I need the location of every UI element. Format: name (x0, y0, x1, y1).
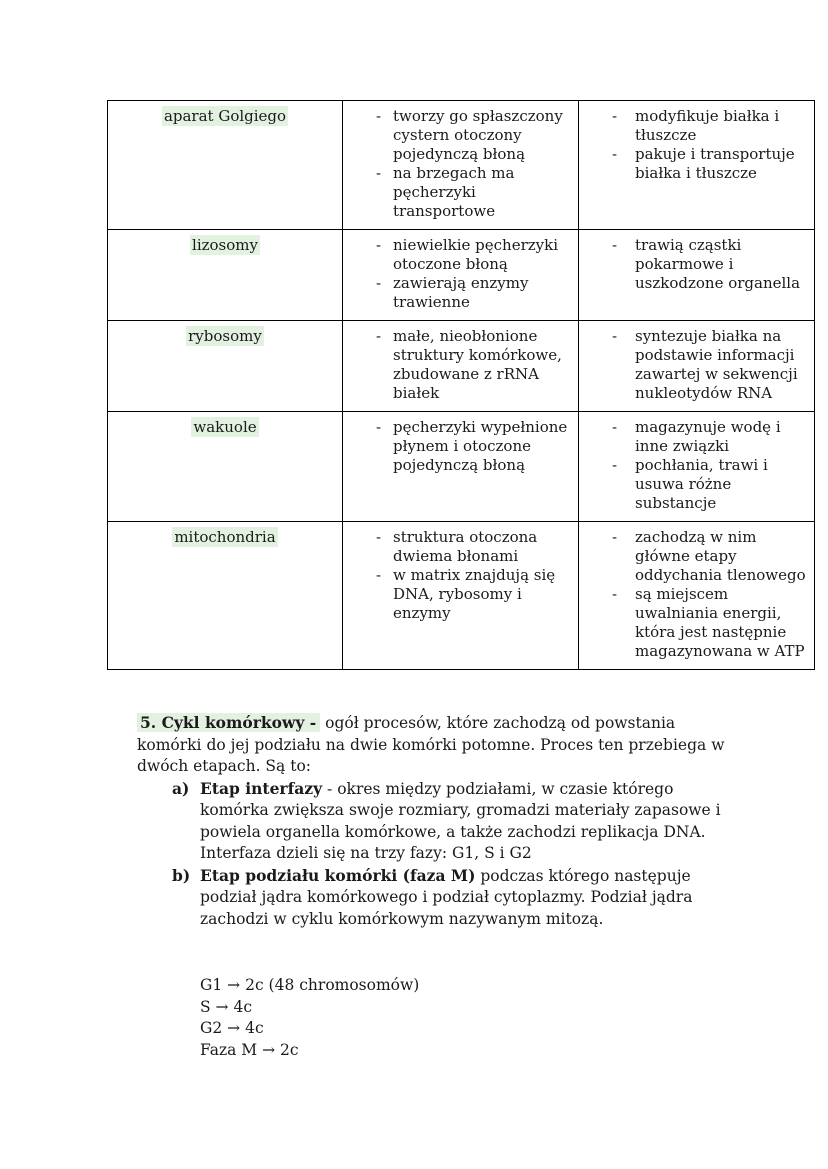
intro-text: ogół procesów, które zachodzą od powstania komórki do jej podziału na dwie komórki potomne. Proces ten przebiega w dwóch etapach. Są to: (137, 714, 725, 775)
structure-cell (343, 101, 579, 230)
organelle-name: lizosomy (192, 236, 258, 254)
function-list (585, 107, 808, 183)
list-item: - na brzegach ma pęcherzyki transportowe (349, 164, 572, 221)
item-text: podczas którego następuje podział jądra komórkowego i podział cytoplazmy. Podział jądra zachodzi w cyklu komórkowym nazywanym mitozą. (200, 866, 693, 928)
formula-line: S → 4c (200, 997, 253, 1016)
list-item: - zawierają enzymy trawienne (349, 274, 572, 312)
organelle-name-cell (108, 230, 343, 321)
term: Etap podziału komórki (faza M) (200, 865, 476, 885)
list-item: - magazynuje wodę i inne związki (585, 418, 808, 456)
formula-line: Faza M → 2c (200, 1040, 299, 1059)
structure-cell (343, 321, 579, 412)
table-row (108, 230, 815, 321)
function-cell (579, 230, 815, 321)
structure-list (349, 418, 572, 475)
structure-list (349, 107, 572, 221)
list-item (137, 778, 737, 865)
list-item: - pęcherzyki wypełnione płynem i otoczone pojedynczą błoną (349, 418, 572, 475)
cell-cycle-intro (137, 712, 737, 778)
list-item: - struktura otoczona dwiema błonami (349, 528, 572, 566)
list-marker: a) (172, 778, 190, 798)
section-heading: 5. Cykl komórkowy - (137, 713, 320, 732)
function-cell (579, 101, 815, 230)
list-item: - pakuje i transportuje białka i tłuszcze (585, 145, 808, 183)
organelle-table (107, 100, 815, 670)
organelle-name-cell (108, 101, 343, 230)
table-row (108, 101, 815, 230)
structure-list (349, 528, 572, 623)
table-row (108, 412, 815, 522)
structure-list (349, 327, 572, 403)
phase-formulas (200, 975, 419, 1061)
organelle-name: mitochondria (174, 528, 276, 546)
list-item: - trawią cząstki pokarmowe i uszkodzone organella (585, 236, 808, 293)
list-item: - w matrix znajdują się DNA, rybosomy i enzymy (349, 566, 572, 623)
item-text: - okres między podziałami, w czasie którego komórka zwiększa swoje rozmiary, gromadzi materiały zapasowe i powiela organella komórkowe, a także zachodzi replikacja DNA. Interfaza dzieli się na trzy fazy: G1, S i G2 (200, 779, 721, 862)
function-list (585, 528, 808, 661)
organelle-name-cell (108, 522, 343, 670)
list-marker: b) (172, 865, 191, 885)
organelle-name: aparat Golgiego (163, 107, 287, 125)
structure-cell (343, 522, 579, 670)
structure-list (349, 236, 572, 312)
cell-cycle-section (137, 712, 737, 930)
structure-cell (343, 412, 579, 522)
function-cell (579, 321, 815, 412)
organelle-name-cell (108, 321, 343, 412)
organelle-name-cell (108, 412, 343, 522)
organelle-name: rybosomy (188, 327, 262, 345)
function-list (585, 418, 808, 513)
term: Etap interfazy (200, 778, 323, 798)
list-item: - syntezuje białka na podstawie informacji zawartej w sekwencji nukleotydów RNA (585, 327, 808, 403)
function-cell (579, 522, 815, 670)
list-item: - modyfikuje białka i tłuszcze (585, 107, 808, 145)
function-cell (579, 412, 815, 522)
function-list (585, 236, 808, 293)
list-item: - zachodzą w nim główne etapy oddychania tlenowego (585, 528, 808, 585)
list-item: - niewielkie pęcherzyki otoczone błoną (349, 236, 572, 274)
function-list (585, 327, 808, 403)
formula-line: G2 → 4c (200, 1019, 264, 1037)
list-item: - tworzy go spłaszczony cystern otoczony pojedynczą błoną (349, 107, 572, 164)
formula-line: G1 → 2c (48 chromosomów) (200, 976, 420, 994)
phase-list (137, 778, 737, 931)
table-row (108, 321, 815, 412)
list-item: - są miejscem uwalniania energii, która jest następnie magazynowana w ATP (585, 585, 808, 661)
organelle-name: wakuole (193, 418, 257, 436)
list-item (137, 865, 737, 931)
list-item: - pochłania, trawi i usuwa różne substancje (585, 456, 808, 513)
list-item: - małe, nieobłonione struktury komórkowe, zbudowane z rRNA białek (349, 327, 572, 403)
structure-cell (343, 230, 579, 321)
table-row (108, 522, 815, 670)
